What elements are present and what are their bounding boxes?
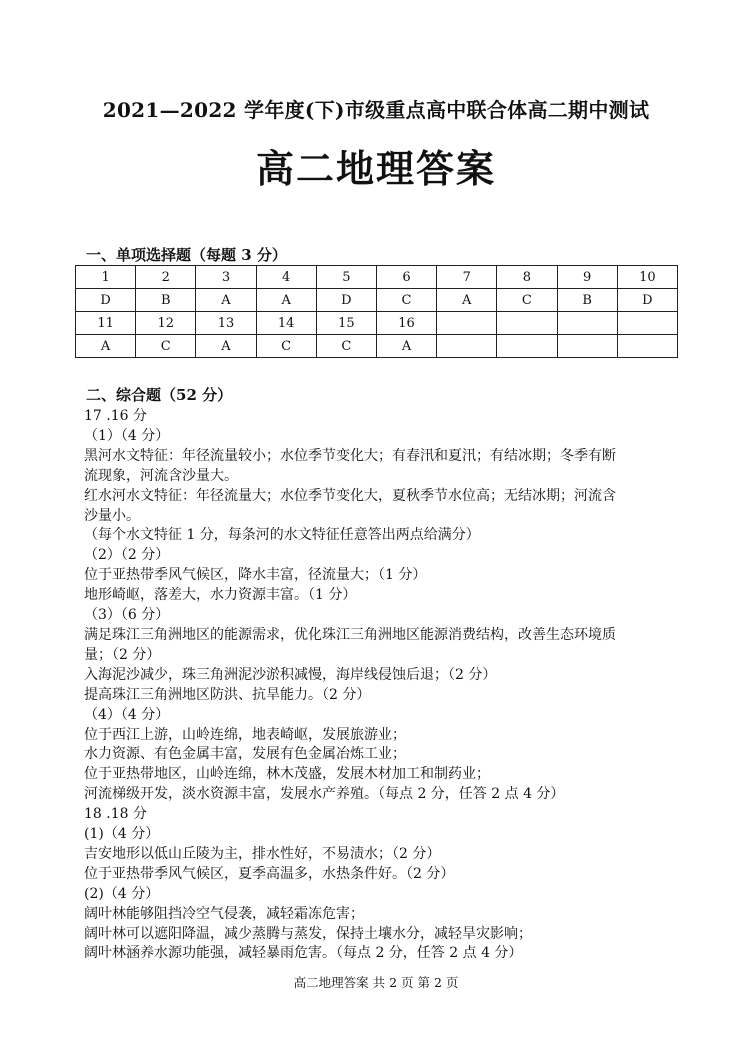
table-cell: C: [497, 289, 557, 312]
table-cell: 9: [557, 266, 617, 289]
text-line: 阔叶林能够阻挡冷空气侵袭，减轻霜冻危害；: [84, 905, 364, 922]
text-line: 18 .18 分: [84, 806, 147, 823]
text-line: (1)（4 分）: [84, 826, 160, 843]
text-line: （每个水文特征 1 分，每条河的水文特征任意答出两点给满分）: [84, 527, 480, 544]
text-line: 阔叶林涵养水源功能强，减轻暴雨危害。（每点 2 分，任答 2 点 4 分）: [84, 945, 523, 962]
text-line: （3）（6 分）: [84, 607, 170, 624]
text-line: （1）（4 分）: [84, 427, 170, 444]
text-line: 流现象，河流含沙量大。: [84, 467, 238, 484]
answer-body: [84, 407, 684, 964]
text-line: 17 .16 分: [84, 408, 147, 424]
table-cell: 15: [316, 312, 376, 335]
exam-title: 2021—2022 学年度(下)市级重点高中联合体高二期中测试: [102, 98, 650, 122]
table-cell: [497, 312, 557, 335]
text-line: 水力资源、有色金属丰富，发展有色金属冶炼工业；: [84, 746, 406, 763]
text-line: 位于亚热带季风气候区，降水丰富，径流量大；（1 分）: [84, 567, 427, 584]
table-cell: B: [557, 289, 617, 312]
table-row-question-numbers: [76, 266, 678, 289]
table-cell: D: [316, 289, 376, 312]
section-heading-multiple-choice: 一、单项选择题（每题 3 分）: [86, 246, 287, 264]
text-line: （4）（4 分）: [84, 706, 170, 723]
text-line: 满足珠江三角洲地区的能源需求，优化珠江三角洲地区能源消费结构，改善生态环境质: [84, 626, 616, 643]
table-cell: 14: [256, 312, 316, 335]
table-cell: D: [617, 289, 677, 312]
table-cell: [437, 312, 497, 335]
table-cell: 10: [617, 266, 677, 289]
table-cell: 7: [437, 266, 497, 289]
table-cell: 11: [76, 312, 136, 335]
text-line: 位于西江上游，山岭连绵，地表崎岖，发展旅游业；: [84, 726, 406, 743]
table-cell: [557, 312, 617, 335]
text-line: （2）（2 分）: [84, 547, 170, 564]
table-cell: 5: [316, 266, 376, 289]
text-line: 黑河水文特征：年径流量较小；水位季节变化大；有春汛和夏汛；有结冰期；冬季有断: [84, 447, 616, 464]
table-cell: C: [256, 335, 316, 358]
table-cell: A: [376, 335, 436, 358]
text-line: 沙量小。: [84, 507, 140, 524]
text-line: 提高珠江三角洲地区防洪、抗旱能力。（2 分）: [84, 686, 371, 703]
table-cell: 12: [136, 312, 196, 335]
table-cell: 3: [196, 266, 256, 289]
document-title: 高二地理答案: [255, 146, 496, 191]
table-cell: 2: [136, 266, 196, 289]
table-cell: [617, 312, 677, 335]
text-line: 入海泥沙减少，珠三角洲泥沙淤积减慢，海岸线侵蚀后退；（2 分）: [84, 666, 497, 683]
table-cell: 8: [497, 266, 557, 289]
text-line: 吉安地形以低山丘陵为主，排水性好，不易渍水；（2 分）: [84, 845, 441, 862]
table-cell: D: [76, 289, 136, 312]
table-cell: [497, 335, 557, 358]
text-line: 量；（2 分）: [84, 646, 161, 663]
table-cell: B: [136, 289, 196, 312]
table-cell: 16: [376, 312, 436, 335]
page-footer: 高二地理答案 共 2 页 第 2 页: [293, 975, 459, 990]
table-cell: A: [437, 289, 497, 312]
table-cell: C: [136, 335, 196, 358]
table-cell: [557, 335, 617, 358]
text-line: 阔叶林可以遮阳降温，减少蒸腾与蒸发，保持土壤水分，减轻旱灾影响；: [84, 925, 532, 942]
table-cell: C: [316, 335, 376, 358]
table-cell: A: [196, 335, 256, 358]
table-cell: 13: [196, 312, 256, 335]
table-cell: 4: [256, 266, 316, 289]
text-line: 河流梯级开发，淡水资源丰富，发展水产养殖。（每点 2 分，任答 2 点 4 分）: [84, 786, 565, 803]
table-cell: A: [76, 335, 136, 358]
table-row-question-numbers: [76, 312, 678, 335]
text-line: 红水河水文特征：年径流量大；水位季节变化大，夏秋季节水位高；无结冰期；河流含: [84, 487, 616, 504]
table-cell: C: [376, 289, 436, 312]
table-cell: A: [256, 289, 316, 312]
table-cell: 1: [76, 266, 136, 289]
table-cell: [617, 335, 677, 358]
text-line: 地形崎岖，落差大，水力资源丰富。（1 分）: [84, 587, 357, 604]
table-row-answers: [76, 335, 678, 358]
text-line: (2)（4 分）: [84, 885, 160, 902]
text-line: 位于亚热带地区，山岭连绵，林木茂盛，发展木材加工和制药业；: [84, 766, 490, 783]
section-heading-comprehensive: 二、综合题（52 分）: [86, 386, 233, 404]
text-line: 位于亚热带季风气候区，夏季高温多，水热条件好。（2 分）: [84, 865, 455, 882]
table-cell: A: [196, 289, 256, 312]
table-cell: [437, 335, 497, 358]
table-row-answers: [76, 289, 678, 312]
answer-table: [75, 265, 678, 358]
table-cell: 6: [376, 266, 436, 289]
